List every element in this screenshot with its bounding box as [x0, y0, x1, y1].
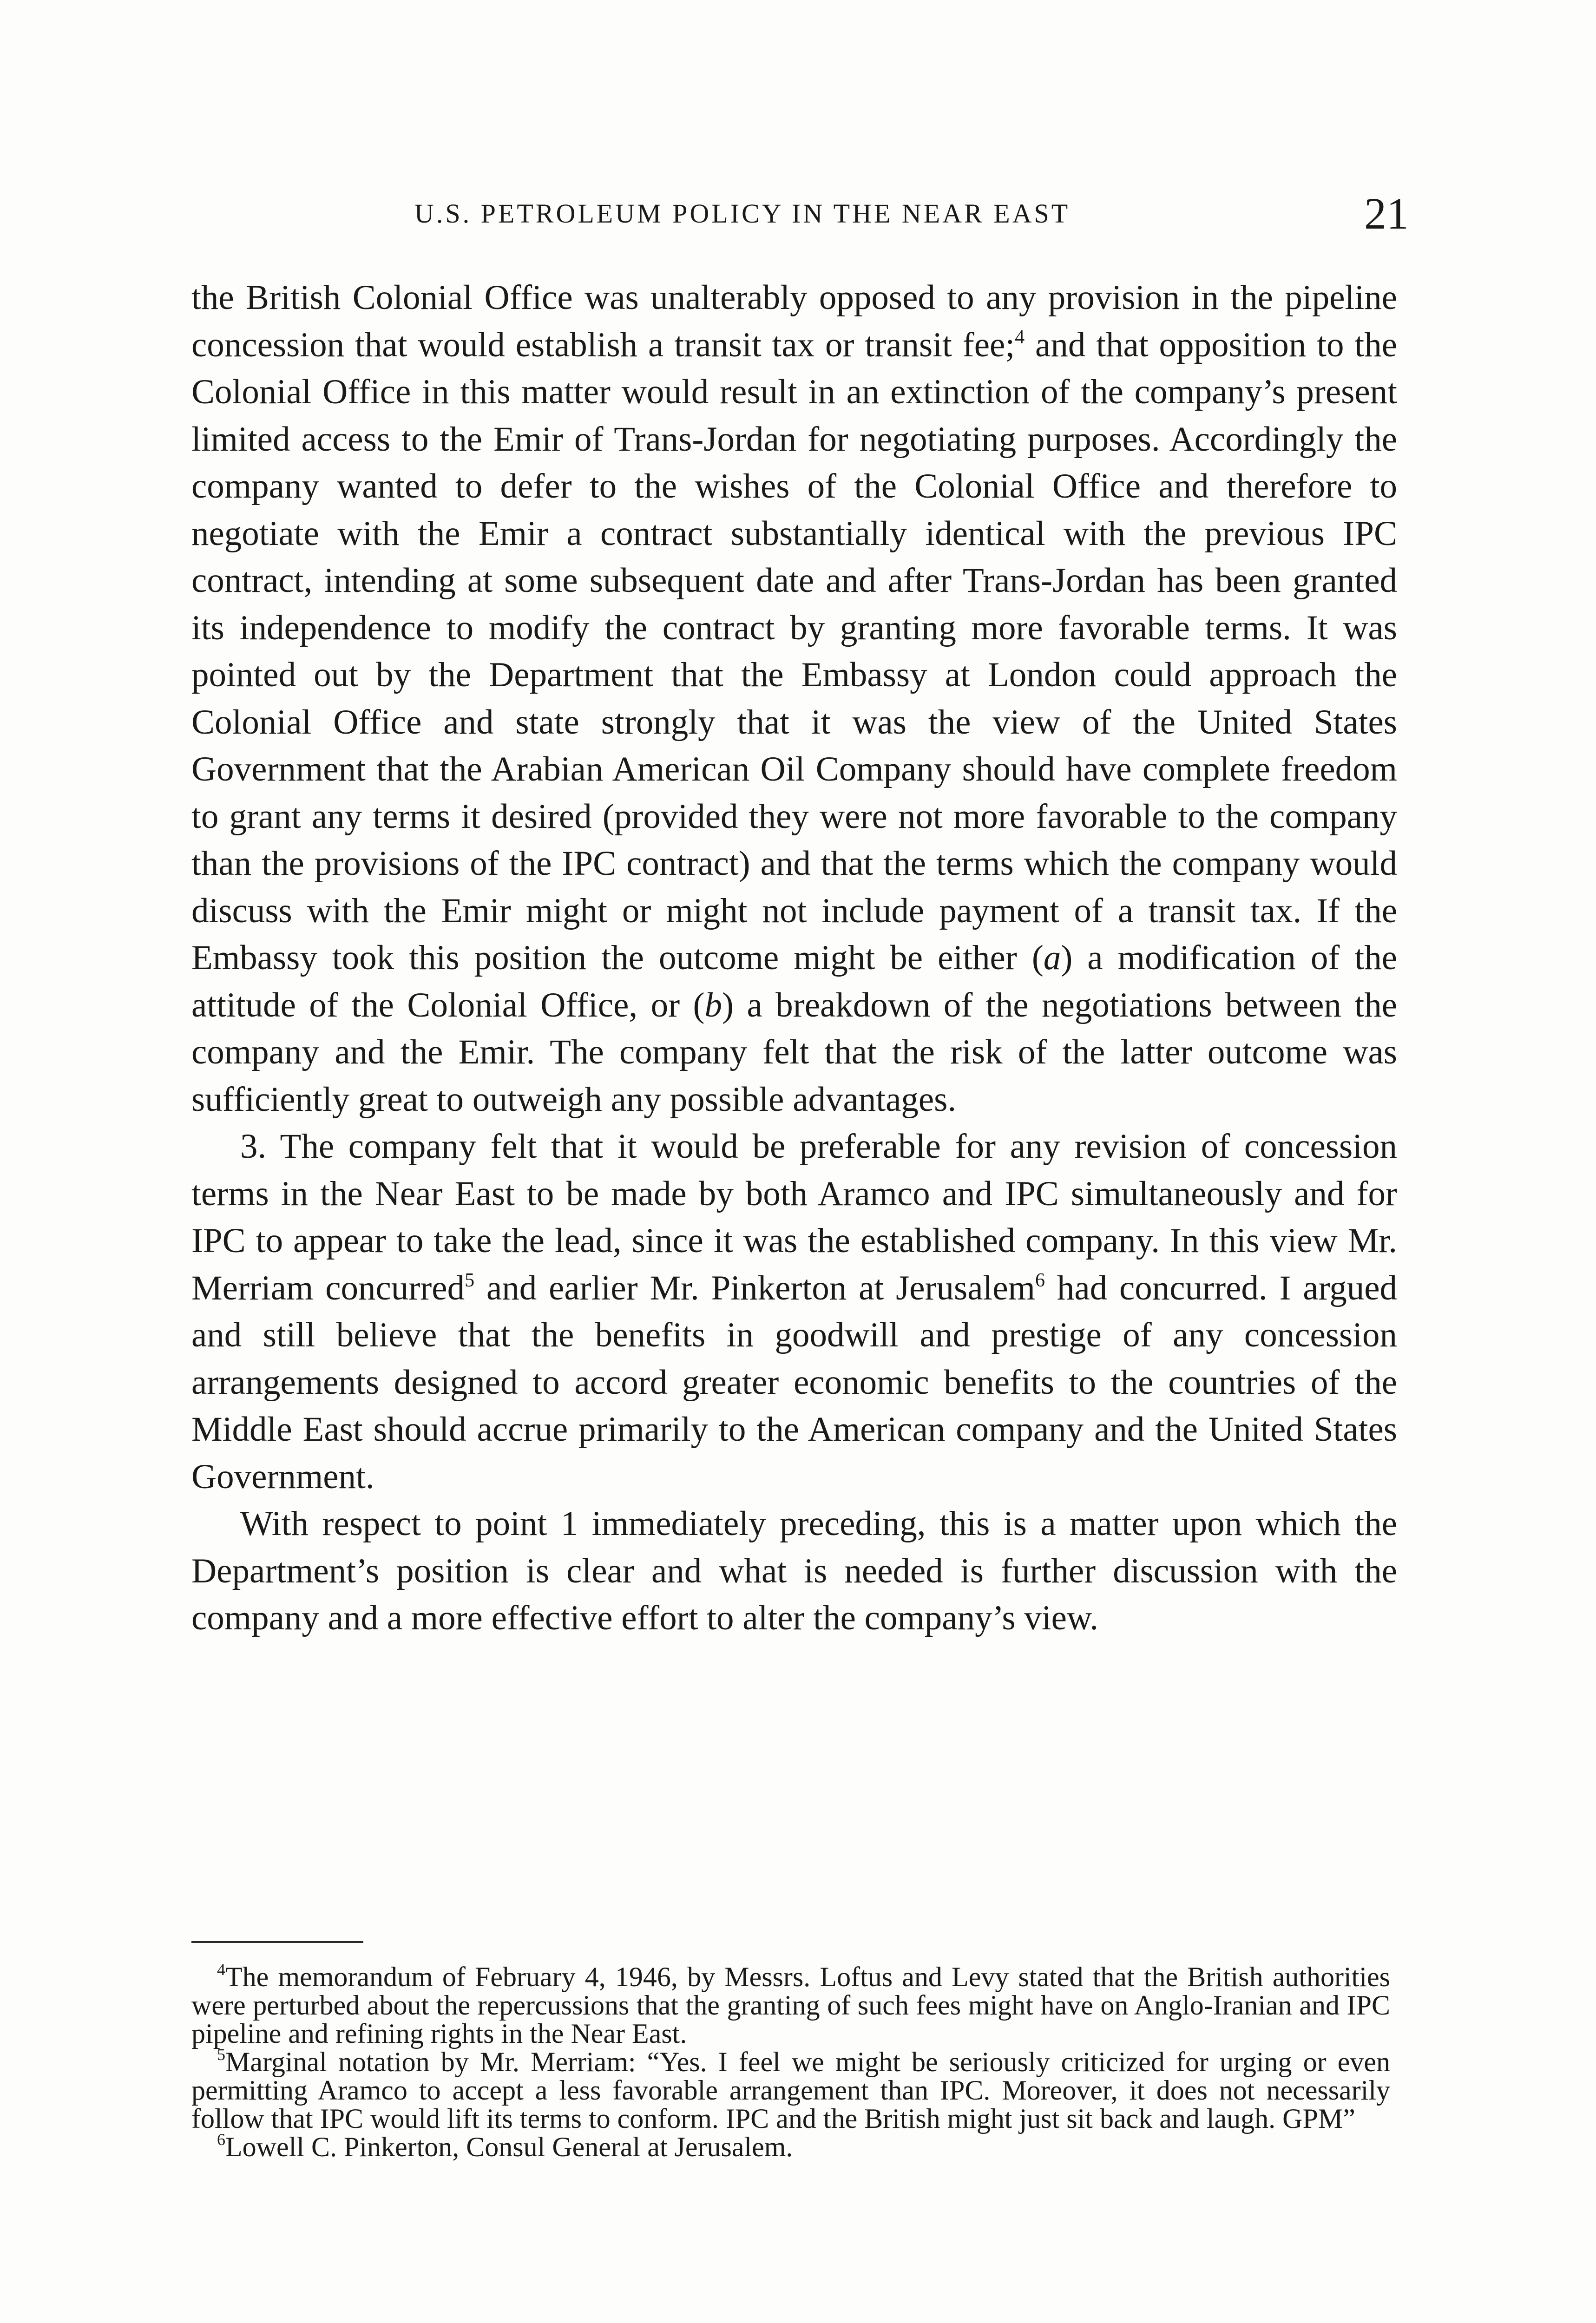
paragraph-2-text-c: had concurred. I argued and still believe that the benefits in goodwill and prestige of any concession arrangements designed to accord greater economic benefits to the countries of the Middle East should accrue primarily to the American company and the United States Government. [191, 1268, 1397, 1496]
paragraph-2-text-a: 3. The company felt that it would be preferable for any revision of concession terms in the Near East to be made by both Aramco and IPC simultaneously and for IPC to appear to take the lead, since it was the established company. In this view Mr. Merriam concurred [191, 1127, 1397, 1307]
paragraph-1-text-b: and that opposition to the Colonial Office in this matter would result in an extinction of the company’s present limited access to the Emir of Trans-Jordan for negotiating purposes. Accordingly the company wanted to defer to the wishes of the Colonial Office and therefore to negotiate with the Emir a contract substantially identical with the previous IPC contract, intending at some subsequent date and after Trans-Jordan has been granted its independence to modify the contract by granting more favorable terms. It was pointed out by the Department that the Embassy at London could approach the Colonial Office and state strongly that it was the view of the United States Government that the Arabian American Oil Company should have complete freedom to grant any terms it desired (provided they were not more favorable to the company than the provisions of the IPC contract) and that the terms which the company would discuss with the Emir might or might not include payment of a transit tax. If the Embassy took this position the outcome might be either ( [191, 325, 1397, 977]
footnote-rule [191, 1941, 363, 1943]
footnote-ref-6: 6 [1035, 1269, 1045, 1291]
footnote-ref-4: 4 [1015, 326, 1025, 348]
footnote-4-number: 4 [217, 1960, 225, 1979]
footnote-4-text: The memorandum of February 4, 1946, by Messrs. Loftus and Levy stated that the British authorities were perturbed about the repercussions that the granting of such fees might have on Anglo-Iranian and IPC pipeline and refining rights in the Near East. [191, 1962, 1390, 2049]
running-head [191, 188, 1409, 239]
footnote-4 [191, 1960, 1390, 2049]
paragraph-1-text-a: the British Colonial Office was unalterably opposed to any provision in the pipeline concession that would establish a transit tax or transit fee; [191, 278, 1397, 364]
option-b-label: b [704, 985, 722, 1024]
footnote-6-number: 6 [217, 2130, 225, 2149]
paragraph-3: With respect to point 1 immediately preceding, this is a matter upon which the Department’s position is clear and what is needed is further discussion with the company and a more effective effort to alter the company’s view. [191, 1504, 1397, 1637]
body-text [191, 274, 1397, 1642]
running-title: U.S. PETROLEUM POLICY IN THE NEAR EAST [414, 198, 1071, 229]
paragraph-1-text-c: ) a modification of the attitude of the Colonial Office, or ( [191, 938, 1398, 1024]
footnote-5 [191, 2045, 1390, 2134]
paragraph-2 [191, 1123, 1397, 1500]
footnote-5-text: Marginal notation by Mr. Merriam: “Yes. I feel we might be seriously criticized for urging or even permitting Aramco to accept a less favorable arrangement than IPC. Moreover, it does not necessarily follow that IPC would lift its terms to conform. IPC and the British might just sit back and laugh. GPM” [191, 2047, 1390, 2134]
paragraph-1-text-d: ) a breakdown of the negotiations between the company and the Emir. The company felt that the risk of the latter outcome was sufficiently great to outweigh any possible advantages. [191, 985, 1398, 1119]
option-a-label: a [1043, 938, 1061, 977]
paragraph-1 [191, 274, 1397, 1123]
footnote-ref-5: 5 [465, 1269, 475, 1291]
footnote-5-number: 5 [217, 2045, 225, 2064]
footnote-6-text: Lowell C. Pinkerton, Consul General at Jerusalem. [225, 2132, 793, 2162]
paragraph-2-text-b: and earlier Mr. Pinkerton at Jerusalem [474, 1268, 1035, 1307]
page-number: 21 [1364, 189, 1409, 238]
footnotes [191, 1960, 1390, 2162]
footnote-6 [191, 2130, 1390, 2162]
